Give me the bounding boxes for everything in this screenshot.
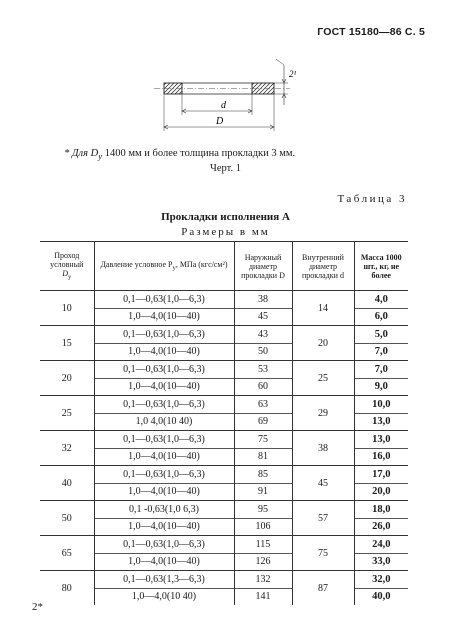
outer-diameter-cell: 50	[234, 343, 292, 361]
pressure-cell: 1,0—4,0(10—40)	[94, 483, 234, 501]
outer-diameter-cell: 43	[234, 326, 292, 344]
nominal-bore-cell: 50	[40, 501, 94, 536]
mass-cell: 6,0	[354, 308, 408, 326]
outer-diameter-cell: 132	[234, 571, 292, 589]
table-number: Таблица 3	[337, 193, 407, 205]
figure-caption: Черт. 1	[210, 163, 241, 174]
inner-diameter-cell: 75	[292, 536, 354, 571]
pressure-cell: 0,1 -0,63(1,0 6,3)	[94, 501, 234, 519]
table-row	[40, 466, 408, 484]
table-header-row	[40, 242, 408, 291]
pressure-cell: 0,1—0,63(1,3—6,3)	[94, 571, 234, 589]
outer-diameter-cell: 81	[234, 448, 292, 466]
nominal-bore-cell: 15	[40, 326, 94, 361]
nominal-bore-cell: 40	[40, 466, 94, 501]
mass-cell: 18,0	[354, 501, 408, 519]
page-number: 2*	[32, 601, 43, 613]
thickness-label: 2¹	[289, 69, 297, 79]
mass-cell: 13,0	[354, 431, 408, 449]
table-subtitle: Размеры в мм	[181, 226, 270, 238]
mass-cell: 7,0	[354, 343, 408, 361]
inner-diameter-cell: 25	[292, 361, 354, 396]
inner-diameter-cell: 29	[292, 396, 354, 431]
table-row	[40, 536, 408, 554]
pressure-cell: 0,1—0,63(1,0—6,3)	[94, 536, 234, 554]
inner-diameter-cell: 45	[292, 466, 354, 501]
nominal-bore-cell: 80	[40, 571, 94, 606]
gasket-drawing	[150, 55, 310, 133]
outer-diameter-cell: 60	[234, 378, 292, 396]
mass-cell: 16,0	[354, 448, 408, 466]
table-row	[40, 431, 408, 449]
pressure-cell: 1,0 4,0(10 40)	[94, 413, 234, 431]
outer-diameter-cell: 75	[234, 431, 292, 449]
pressure-cell: 1,0—4,0(10—40)	[94, 308, 234, 326]
table-row	[40, 571, 408, 589]
inner-diameter-cell: 87	[292, 571, 354, 606]
footnote: * Для $D_у$ 1400 мм и более толщина прокладки 3 мм.	[64, 148, 296, 162]
table-row	[40, 361, 408, 379]
mass-cell: 20,0	[354, 483, 408, 501]
nominal-bore-cell: 25	[40, 396, 94, 431]
table-row	[40, 501, 408, 519]
outer-diameter-cell: 63	[234, 396, 292, 414]
outer-diameter-cell: 141	[234, 588, 292, 605]
pressure-cell: 0,1—0,63(1,0—6,3)	[94, 431, 234, 449]
outer-diameter-cell: 45	[234, 308, 292, 326]
mass-cell: 4,0	[354, 291, 408, 309]
pressure-cell: 0,1—0,63(1,0—6,3)	[94, 326, 234, 344]
table-row	[40, 396, 408, 414]
mass-cell: 9,0	[354, 378, 408, 396]
nominal-bore-cell: 32	[40, 431, 94, 466]
outer-diameter-cell: 38	[234, 291, 292, 309]
nominal-bore-cell: 65	[40, 536, 94, 571]
col-outer-diameter: Наружный диаметр прокладки D	[234, 242, 292, 291]
mass-cell: 26,0	[354, 518, 408, 536]
col-inner-diameter: Внутренний диаметр прокладки d	[292, 242, 354, 291]
mass-cell: 33,0	[354, 553, 408, 571]
col-mass: Масса 1000 шт., кг, не более	[354, 242, 408, 291]
col-nominal-pressure: Давление условное $P_у$, МПа (кгс/см²)	[94, 242, 234, 291]
pressure-cell: 1,0—4,0(10—40)	[94, 378, 234, 396]
table-row	[40, 326, 408, 344]
mass-cell: 32,0	[354, 571, 408, 589]
pressure-cell: 1,0—4,0(10 40)	[94, 588, 234, 605]
mass-cell: 5,0	[354, 326, 408, 344]
outer-diameter-cell: 95	[234, 501, 292, 519]
pressure-cell: 1,0—4,0(10—40)	[94, 518, 234, 536]
nominal-bore-cell: 10	[40, 291, 94, 326]
outer-diameter-cell: 115	[234, 536, 292, 554]
table-title: Прокладки исполнения А	[161, 211, 290, 223]
mass-cell: 17,0	[354, 466, 408, 484]
pressure-cell: 1,0—4,0(10—40)	[94, 343, 234, 361]
inner-diameter-cell: 14	[292, 291, 354, 326]
mass-cell: 40,0	[354, 588, 408, 605]
mass-cell: 7,0	[354, 361, 408, 379]
outer-diameter-cell: 126	[234, 553, 292, 571]
pressure-cell: 0,1—0,63(1,0—6,3)	[94, 396, 234, 414]
pressure-cell: 0,1—0,63(1,0—6,3)	[94, 291, 234, 309]
outer-diameter-cell: 91	[234, 483, 292, 501]
page-header: ГОСТ 15180—86 С. 5	[317, 26, 425, 38]
pressure-cell: 1,0—4,0(10—40)	[94, 553, 234, 571]
mass-cell: 24,0	[354, 536, 408, 554]
inner-diameter-label: d	[221, 100, 226, 111]
mass-cell: 13,0	[354, 413, 408, 431]
gasket-table	[40, 241, 408, 605]
outer-diameter-cell: 69	[234, 413, 292, 431]
inner-diameter-cell: 57	[292, 501, 354, 536]
pressure-cell: 0,1—0,63(1,0—6,3)	[94, 361, 234, 379]
table-body	[40, 291, 408, 606]
outer-diameter-cell: 53	[234, 361, 292, 379]
outer-diameter-label: D	[216, 116, 224, 127]
pressure-cell: 1,0—4,0(10—40)	[94, 448, 234, 466]
inner-diameter-cell: 20	[292, 326, 354, 361]
inner-diameter-cell: 38	[292, 431, 354, 466]
outer-diameter-cell: 85	[234, 466, 292, 484]
outer-diameter-cell: 106	[234, 518, 292, 536]
table-row	[40, 291, 408, 309]
nominal-bore-cell: 20	[40, 361, 94, 396]
mass-cell: 10,0	[354, 396, 408, 414]
pressure-cell: 0,1—0,63(1,0—6,3)	[94, 466, 234, 484]
col-nominal-bore: Проход условный $D_у$	[40, 242, 94, 291]
